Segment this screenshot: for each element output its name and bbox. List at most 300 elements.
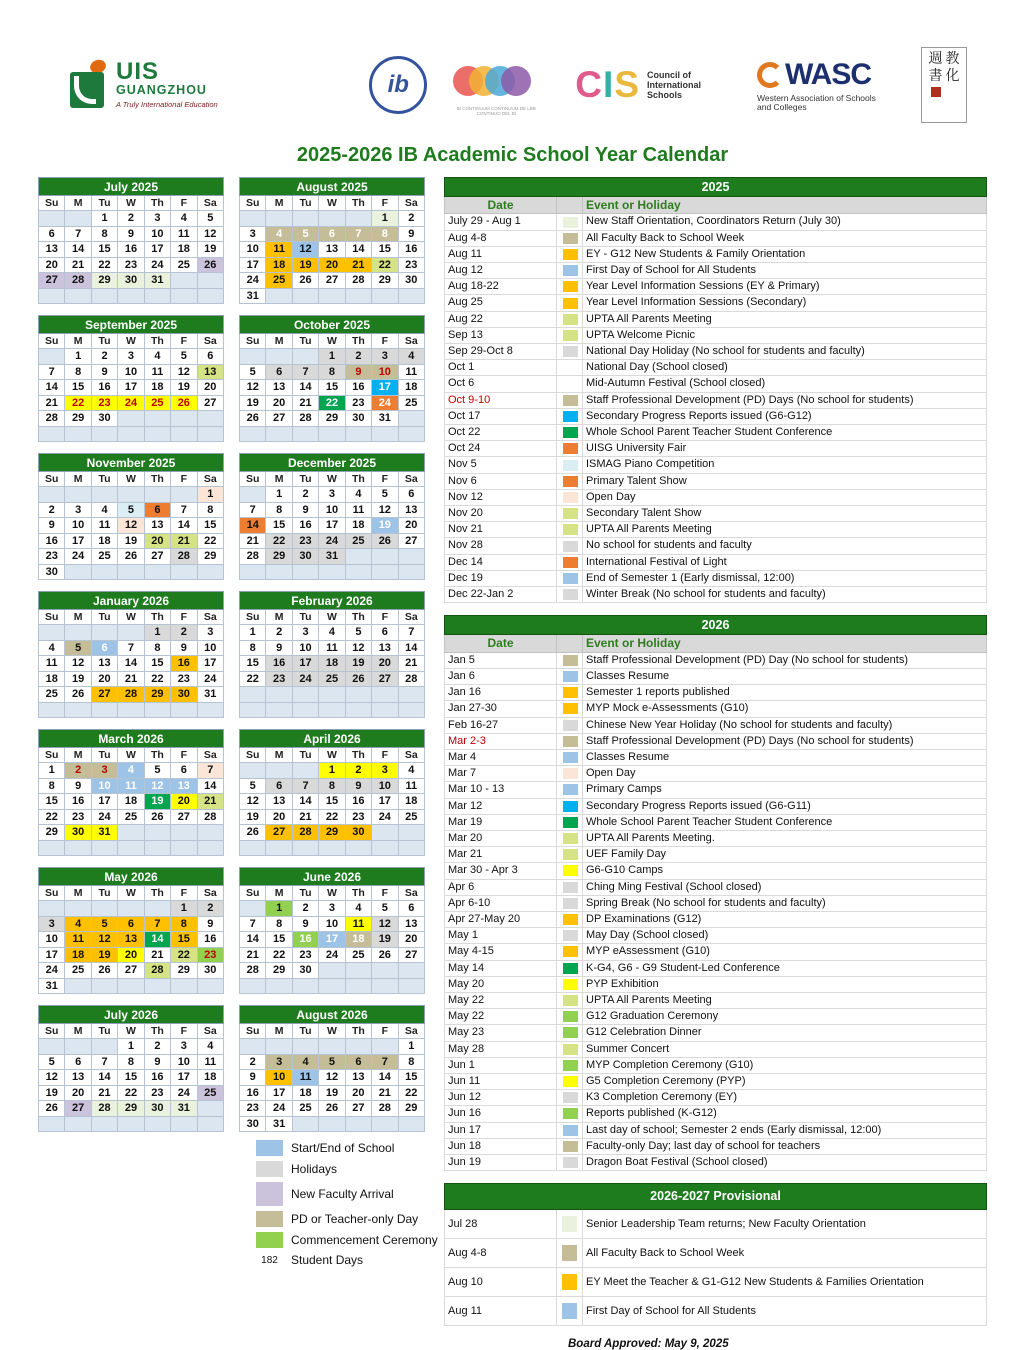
calendar-day-cell: 7 bbox=[171, 502, 197, 518]
seal-stamp-icon bbox=[931, 87, 941, 97]
event-date: Oct 9-10 bbox=[445, 392, 557, 408]
event-date: May 22 bbox=[445, 992, 557, 1008]
calendar-day-cell: 15 bbox=[197, 518, 223, 534]
calendar-day-cell: 1 bbox=[39, 763, 65, 779]
event-color-swatch bbox=[557, 376, 583, 392]
weekday-header: W bbox=[118, 1024, 144, 1039]
event-description: All Faculty Back to School Week bbox=[583, 230, 987, 246]
weekday-header: F bbox=[372, 472, 398, 487]
weekday-header: Sa bbox=[398, 748, 424, 763]
calendar-day-cell: 28 bbox=[144, 963, 170, 979]
calendar-day-cell bbox=[398, 978, 424, 994]
calendar-day-cell: 11 bbox=[345, 502, 371, 518]
calendar-day-cell bbox=[118, 564, 144, 580]
calendar-day-cell: 12 bbox=[240, 794, 266, 810]
calendar-day-cell: 29 bbox=[171, 963, 197, 979]
calendar-day-cell: 14 bbox=[240, 518, 266, 534]
calendar-day-cell bbox=[372, 426, 398, 442]
calendar-day-cell: 22 bbox=[266, 533, 292, 549]
calendar-day-cell: 6 bbox=[319, 226, 345, 242]
calendar-day-cell bbox=[197, 1116, 223, 1132]
weekday-header: Th bbox=[345, 610, 371, 625]
calendar-day-cell: 18 bbox=[345, 932, 371, 948]
weekday-header: Sa bbox=[197, 196, 223, 211]
cis-logo-text: Council of International Schools bbox=[647, 70, 702, 100]
column-header-date: Date bbox=[445, 635, 557, 652]
calendar-day-cell bbox=[197, 840, 223, 856]
calendar-day-cell bbox=[197, 426, 223, 442]
calendar-day-cell: 30 bbox=[171, 687, 197, 703]
calendar-day-cell: 21 bbox=[39, 395, 65, 411]
calendar-day-cell: 20 bbox=[39, 257, 65, 273]
weekday-header: Su bbox=[39, 472, 65, 487]
event-color-swatch bbox=[557, 392, 583, 408]
calendar-day-cell: 14 bbox=[171, 518, 197, 534]
event-color-swatch bbox=[557, 976, 583, 992]
event-description: G12 Celebration Dinner bbox=[583, 1025, 987, 1041]
calendar-day-cell: 10 bbox=[171, 1054, 197, 1070]
calendar-day-cell: 16 bbox=[292, 518, 318, 534]
calendar-day-cell: 25 bbox=[91, 549, 117, 565]
calendar-day-cell: 4 bbox=[266, 226, 292, 242]
calendar-day-cell: 1 bbox=[398, 1039, 424, 1055]
event-color-swatch bbox=[557, 538, 583, 554]
calendar-day-cell: 13 bbox=[91, 656, 117, 672]
event-description: UISG University Fair bbox=[583, 441, 987, 457]
student-days-count: 182 bbox=[261, 1254, 278, 1266]
calendar-day-cell: 19 bbox=[65, 671, 91, 687]
weekday-header: M bbox=[65, 748, 91, 763]
calendar-day-cell: 29 bbox=[266, 963, 292, 979]
calendar-day-cell bbox=[118, 702, 144, 718]
calendar-day-cell: 11 bbox=[398, 778, 424, 794]
calendar-day-cell: 30 bbox=[118, 273, 144, 289]
event-row bbox=[445, 408, 987, 424]
calendar-day-cell bbox=[91, 840, 117, 856]
weekday-header: Th bbox=[144, 610, 170, 625]
events-table-year-header: 2026-2027 Provisional bbox=[445, 1184, 987, 1210]
calendar-day-cell: 4 bbox=[345, 487, 371, 503]
event-row bbox=[445, 1239, 987, 1268]
calendar-day-cell: 18 bbox=[398, 380, 424, 396]
calendar-day-cell: 25 bbox=[319, 671, 345, 687]
calendar-day-cell bbox=[372, 1039, 398, 1055]
calendar-day-cell bbox=[319, 564, 345, 580]
event-color-swatch bbox=[557, 425, 583, 441]
calendar-day-cell: 19 bbox=[372, 932, 398, 948]
weekday-header: Tu bbox=[91, 1024, 117, 1039]
chinese-seal-logo bbox=[921, 47, 967, 123]
calendar-day-cell: 2 bbox=[144, 1039, 170, 1055]
legend-item-start-end-of-school bbox=[256, 1140, 446, 1156]
event-color-swatch bbox=[557, 408, 583, 424]
event-date: Apr 6-10 bbox=[445, 895, 557, 911]
calendar-day-cell: 29 bbox=[65, 411, 91, 427]
weekday-header: Sa bbox=[197, 1024, 223, 1039]
calendar-day-cell: 2 bbox=[345, 349, 371, 365]
month-calendar-march-2026 bbox=[38, 729, 224, 856]
event-description: Classes Resume bbox=[583, 749, 987, 765]
weekday-header: Tu bbox=[292, 196, 318, 211]
event-color-swatch bbox=[557, 327, 583, 343]
event-row bbox=[445, 1154, 987, 1170]
event-row bbox=[445, 879, 987, 895]
calendar-day-cell: 26 bbox=[91, 963, 117, 979]
event-row bbox=[445, 830, 987, 846]
calendar-day-cell: 8 bbox=[171, 916, 197, 932]
calendar-day-cell: 21 bbox=[171, 533, 197, 549]
calendar-day-cell: 5 bbox=[91, 916, 117, 932]
event-date: Oct 6 bbox=[445, 376, 557, 392]
month-calendar-january-2026 bbox=[38, 591, 224, 718]
weekday-header: Su bbox=[240, 610, 266, 625]
weekday-header: Tu bbox=[91, 610, 117, 625]
event-row bbox=[445, 279, 987, 295]
weekday-header: Sa bbox=[197, 748, 223, 763]
calendar-day-cell: 27 bbox=[398, 533, 424, 549]
calendar-day-cell bbox=[144, 426, 170, 442]
calendar-day-cell: 9 bbox=[65, 778, 91, 794]
legend-item-student-days bbox=[256, 1253, 446, 1267]
calendar-day-cell bbox=[319, 1039, 345, 1055]
calendar-day-cell: 1 bbox=[266, 901, 292, 917]
calendar-day-cell: 22 bbox=[91, 257, 117, 273]
legend-item-holidays bbox=[256, 1161, 446, 1177]
calendar-day-cell: 7 bbox=[65, 226, 91, 242]
event-description: First Day of School for All Students bbox=[583, 263, 987, 279]
event-date: Sep 29-Oct 8 bbox=[445, 344, 557, 360]
calendar-day-cell: 9 bbox=[91, 364, 117, 380]
weekday-header: M bbox=[266, 196, 292, 211]
calendar-day-cell: 11 bbox=[197, 1054, 223, 1070]
calendar-day-cell bbox=[197, 1101, 223, 1117]
calendar-day-cell: 17 bbox=[91, 794, 117, 810]
calendar-day-cell bbox=[65, 625, 91, 641]
calendar-day-cell bbox=[319, 702, 345, 718]
weekday-header: Su bbox=[39, 1024, 65, 1039]
calendar-day-cell: 11 bbox=[65, 932, 91, 948]
calendar-day-cell: 10 bbox=[65, 518, 91, 534]
calendar-day-cell: 8 bbox=[372, 226, 398, 242]
seal-character: 書 bbox=[928, 68, 943, 84]
event-color-swatch bbox=[557, 554, 583, 570]
calendar-day-cell bbox=[345, 211, 371, 227]
month-calendar-october-2025 bbox=[239, 315, 425, 442]
event-row bbox=[445, 570, 987, 586]
calendar-day-cell bbox=[240, 702, 266, 718]
calendar-day-cell: 23 bbox=[91, 395, 117, 411]
event-color-swatch bbox=[557, 652, 583, 668]
calendar-day-cell: 23 bbox=[345, 395, 371, 411]
event-color-swatch bbox=[557, 230, 583, 246]
calendar-day-cell bbox=[39, 487, 65, 503]
calendar-day-cell: 24 bbox=[372, 809, 398, 825]
event-date: Mar 21 bbox=[445, 847, 557, 863]
event-date: May 20 bbox=[445, 976, 557, 992]
calendar-day-cell: 9 bbox=[39, 518, 65, 534]
calendar-day-cell: 5 bbox=[372, 901, 398, 917]
calendar-day-cell: 29 bbox=[266, 549, 292, 565]
calendar-day-cell bbox=[197, 273, 223, 289]
event-color-swatch bbox=[557, 863, 583, 879]
event-date: Apr 6 bbox=[445, 879, 557, 895]
calendar-day-cell bbox=[345, 840, 371, 856]
calendar-day-cell: 27 bbox=[171, 809, 197, 825]
event-color-swatch bbox=[557, 441, 583, 457]
logo-header bbox=[38, 34, 987, 136]
calendar-day-cell: 28 bbox=[292, 825, 318, 841]
calendar-day-cell: 4 bbox=[65, 916, 91, 932]
event-date: Aug 18-22 bbox=[445, 279, 557, 295]
calendar-day-cell bbox=[345, 1116, 371, 1132]
weekday-header: Th bbox=[345, 886, 371, 901]
column-header-event: Event or Holiday bbox=[583, 197, 987, 214]
calendar-day-cell bbox=[372, 963, 398, 979]
month-calendar-july-2026 bbox=[38, 1005, 224, 1132]
seal-character: 教 bbox=[945, 51, 960, 67]
calendar-day-cell bbox=[91, 426, 117, 442]
calendar-day-cell: 27 bbox=[266, 825, 292, 841]
wasc-logo-text: Western Association of Schools and Colleges bbox=[757, 92, 876, 112]
event-description: MYP Completion Ceremony (G10) bbox=[583, 1057, 987, 1073]
event-color-swatch bbox=[557, 928, 583, 944]
calendar-day-cell bbox=[345, 978, 371, 994]
event-row bbox=[445, 522, 987, 538]
calendar-day-cell: 1 bbox=[197, 487, 223, 503]
calendar-day-cell: 14 bbox=[65, 242, 91, 258]
event-color-swatch bbox=[557, 992, 583, 1008]
event-description: Senior Leadership Team returns; New Faculty Orientation bbox=[583, 1210, 987, 1239]
event-color-swatch bbox=[557, 473, 583, 489]
calendar-day-cell: 3 bbox=[372, 349, 398, 365]
calendar-day-cell bbox=[171, 1116, 197, 1132]
event-description: First Day of School for All Students bbox=[583, 1297, 987, 1326]
calendar-day-cell: 10 bbox=[266, 1070, 292, 1086]
calendar-day-cell: 1 bbox=[118, 1039, 144, 1055]
calendar-day-cell bbox=[144, 288, 170, 304]
calendar-day-cell bbox=[171, 825, 197, 841]
weekday-header: Th bbox=[345, 748, 371, 763]
calendar-day-cell: 3 bbox=[144, 211, 170, 227]
event-description: Ching Ming Festival (School closed) bbox=[583, 879, 987, 895]
calendar-day-cell: 3 bbox=[65, 502, 91, 518]
calendar-day-cell: 9 bbox=[240, 1070, 266, 1086]
weekday-header: W bbox=[319, 610, 345, 625]
month-calendar-november-2025 bbox=[38, 453, 224, 580]
calendar-day-cell: 11 bbox=[91, 518, 117, 534]
calendar-day-cell bbox=[372, 687, 398, 703]
event-description: Last day of school; Semester 2 ends (Early dismissal, 12:00) bbox=[583, 1122, 987, 1138]
weekday-header: F bbox=[372, 886, 398, 901]
calendar-day-cell: 19 bbox=[240, 395, 266, 411]
calendar-day-cell: 24 bbox=[372, 395, 398, 411]
calendar-day-cell bbox=[65, 840, 91, 856]
event-date: Jun 1 bbox=[445, 1057, 557, 1073]
wasc-word: WASC bbox=[785, 57, 871, 91]
calendar-day-cell bbox=[398, 840, 424, 856]
calendar-day-cell: 14 bbox=[39, 380, 65, 396]
calendar-day-cell: 28 bbox=[197, 809, 223, 825]
month-title: November 2025 bbox=[39, 454, 224, 472]
event-color-swatch bbox=[557, 344, 583, 360]
event-description: UPTA All Parents Meeting bbox=[583, 992, 987, 1008]
event-date: Oct 1 bbox=[445, 360, 557, 376]
event-date: Oct 17 bbox=[445, 408, 557, 424]
calendar-day-cell: 15 bbox=[39, 794, 65, 810]
calendar-day-cell bbox=[91, 901, 117, 917]
weekday-header: Sa bbox=[197, 610, 223, 625]
calendar-day-cell: 12 bbox=[372, 916, 398, 932]
calendar-day-cell: 5 bbox=[65, 640, 91, 656]
calendar-day-cell: 18 bbox=[39, 671, 65, 687]
month-title: August 2026 bbox=[240, 1006, 425, 1024]
event-description: End of Semester 1 (Early dismissal, 12:00) bbox=[583, 570, 987, 586]
event-date: Mar 12 bbox=[445, 798, 557, 814]
calendar-day-cell: 24 bbox=[39, 963, 65, 979]
calendar-day-cell: 3 bbox=[197, 625, 223, 641]
event-description: Faculty-only Day; last day of school for teachers bbox=[583, 1138, 987, 1154]
event-date: Nov 21 bbox=[445, 522, 557, 538]
event-date: Mar 2-3 bbox=[445, 733, 557, 749]
calendar-day-cell: 15 bbox=[398, 1070, 424, 1086]
calendar-day-cell: 5 bbox=[240, 778, 266, 794]
calendar-day-cell: 14 bbox=[144, 932, 170, 948]
calendar-day-cell: 3 bbox=[292, 625, 318, 641]
calendar-day-cell: 22 bbox=[197, 533, 223, 549]
calendar-day-cell bbox=[292, 978, 318, 994]
calendar-day-cell bbox=[65, 288, 91, 304]
calendar-day-cell: 22 bbox=[240, 671, 266, 687]
event-description: Summer Concert bbox=[583, 1041, 987, 1057]
event-date: Dec 19 bbox=[445, 570, 557, 586]
legend-label: PD or Teacher-only Day bbox=[291, 1212, 419, 1226]
calendar-day-cell: 9 bbox=[266, 640, 292, 656]
calendar-day-cell: 30 bbox=[292, 963, 318, 979]
calendar-day-cell bbox=[144, 840, 170, 856]
calendar-day-cell: 14 bbox=[398, 640, 424, 656]
calendar-day-cell: 5 bbox=[197, 211, 223, 227]
calendar-day-cell: 6 bbox=[266, 778, 292, 794]
calendar-day-cell: 18 bbox=[118, 794, 144, 810]
month-calendar-july-2025 bbox=[38, 177, 224, 304]
weekday-header: Tu bbox=[91, 472, 117, 487]
calendar-day-cell: 26 bbox=[240, 825, 266, 841]
calendar-day-cell: 1 bbox=[266, 487, 292, 503]
calendar-day-cell: 3 bbox=[91, 763, 117, 779]
event-color-swatch bbox=[557, 847, 583, 863]
calendar-day-cell: 25 bbox=[345, 947, 371, 963]
column-header-event: Event or Holiday bbox=[583, 635, 987, 652]
calendar-day-cell bbox=[91, 625, 117, 641]
weekday-header: Tu bbox=[292, 334, 318, 349]
calendar-day-cell: 9 bbox=[197, 916, 223, 932]
calendar-day-cell bbox=[292, 840, 318, 856]
event-row bbox=[445, 928, 987, 944]
event-description: Classes Resume bbox=[583, 668, 987, 684]
calendar-day-cell bbox=[118, 840, 144, 856]
weekday-header: F bbox=[372, 196, 398, 211]
event-row bbox=[445, 798, 987, 814]
calendar-day-cell: 24 bbox=[171, 1085, 197, 1101]
event-date: Nov 12 bbox=[445, 489, 557, 505]
calendar-day-cell: 10 bbox=[91, 778, 117, 794]
calendar-day-cell: 30 bbox=[65, 825, 91, 841]
weekday-header: Sa bbox=[398, 196, 424, 211]
calendar-day-cell bbox=[266, 1039, 292, 1055]
calendar-day-cell: 31 bbox=[171, 1101, 197, 1117]
event-color-swatch bbox=[557, 814, 583, 830]
calendar-day-cell: 15 bbox=[91, 242, 117, 258]
calendar-day-cell: 31 bbox=[197, 687, 223, 703]
event-description: K-G4, G6 - G9 Student-Led Conference bbox=[583, 960, 987, 976]
calendar-day-cell: 2 bbox=[39, 502, 65, 518]
calendar-day-cell: 18 bbox=[197, 1070, 223, 1086]
calendar-day-cell bbox=[292, 349, 318, 365]
event-row bbox=[445, 960, 987, 976]
calendar-day-cell: 11 bbox=[266, 242, 292, 258]
event-date: Jun 16 bbox=[445, 1106, 557, 1122]
event-date: Mar 7 bbox=[445, 766, 557, 782]
weekday-header: Tu bbox=[91, 748, 117, 763]
calendar-day-cell: 4 bbox=[118, 763, 144, 779]
weekday-header: Th bbox=[345, 196, 371, 211]
month-calendar-april-2026 bbox=[239, 729, 425, 856]
calendar-day-cell: 20 bbox=[398, 932, 424, 948]
calendar-day-cell: 14 bbox=[372, 1070, 398, 1086]
calendar-day-cell: 3 bbox=[266, 1054, 292, 1070]
weekday-header: F bbox=[171, 886, 197, 901]
calendar-day-cell bbox=[319, 840, 345, 856]
event-date: Aug 25 bbox=[445, 295, 557, 311]
calendar-day-cell bbox=[319, 211, 345, 227]
event-row bbox=[445, 1057, 987, 1073]
calendar-day-cell: 29 bbox=[144, 687, 170, 703]
event-description: Open Day bbox=[583, 766, 987, 782]
event-row bbox=[445, 587, 987, 603]
calendar-day-cell: 30 bbox=[197, 963, 223, 979]
calendar-day-cell: 28 bbox=[398, 671, 424, 687]
event-date: May 4-15 bbox=[445, 944, 557, 960]
calendar-day-cell bbox=[372, 549, 398, 565]
calendar-day-cell bbox=[171, 426, 197, 442]
calendar-day-cell: 15 bbox=[118, 1070, 144, 1086]
calendar-day-cell: 22 bbox=[65, 395, 91, 411]
calendar-day-cell: 25 bbox=[171, 257, 197, 273]
event-date: Nov 28 bbox=[445, 538, 557, 554]
weekday-header: M bbox=[266, 748, 292, 763]
calendar-day-cell: 28 bbox=[240, 549, 266, 565]
calendar-day-cell: 1 bbox=[91, 211, 117, 227]
calendar-day-cell: 21 bbox=[240, 533, 266, 549]
calendar-day-cell bbox=[240, 978, 266, 994]
calendar-day-cell: 24 bbox=[266, 1101, 292, 1117]
weekday-header: W bbox=[319, 748, 345, 763]
legend-label: Student Days bbox=[291, 1253, 364, 1267]
calendar-day-cell: 29 bbox=[118, 1101, 144, 1117]
calendar-day-cell bbox=[118, 825, 144, 841]
calendar-day-cell: 3 bbox=[39, 916, 65, 932]
calendar-day-cell: 6 bbox=[144, 502, 170, 518]
event-date: Oct 24 bbox=[445, 441, 557, 457]
event-row bbox=[445, 1138, 987, 1154]
calendar-day-cell: 3 bbox=[240, 226, 266, 242]
calendar-day-cell: 8 bbox=[65, 364, 91, 380]
calendar-day-cell bbox=[118, 426, 144, 442]
column-header-swatch bbox=[557, 197, 583, 214]
weekday-header: F bbox=[171, 1024, 197, 1039]
calendar-day-cell: 4 bbox=[398, 763, 424, 779]
weekday-header: M bbox=[65, 196, 91, 211]
